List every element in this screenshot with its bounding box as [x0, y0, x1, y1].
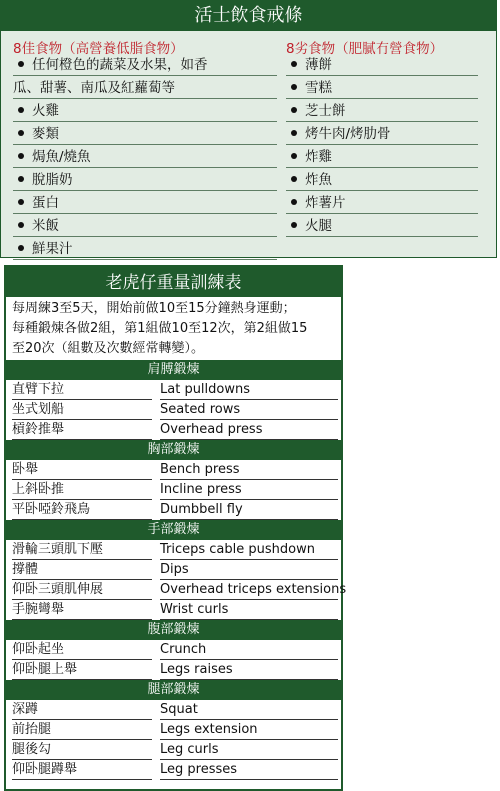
bad-food-item [286, 169, 478, 191]
good-food-item [13, 77, 277, 99]
exercise-name-en: Incline press [160, 480, 338, 500]
bullet-icon [18, 199, 24, 205]
exercise-row [12, 480, 338, 500]
exercise-row [12, 540, 338, 560]
exercise-name-en: Overhead press [160, 420, 338, 440]
bullet-icon [18, 61, 24, 67]
bullet-icon [291, 222, 297, 228]
good-foods-heading: 8佳食物（高營養低脂食物） [13, 41, 184, 57]
exercise-name-en: Dumbbell fly [160, 500, 338, 520]
good-food-item [13, 146, 277, 168]
good-food-item [13, 192, 277, 214]
bullet-icon [291, 107, 297, 113]
bad-food-item [286, 77, 478, 99]
section-header: 腹部鍛煉 [6, 620, 341, 640]
exercise-name-zh: 坐式划船 [12, 400, 152, 420]
exercise-row [12, 640, 338, 660]
bad-foods-heading: 8劣食物（肥膩冇營食物） [286, 41, 444, 57]
bullet-icon [18, 153, 24, 159]
bad-food-item-label: 炸薯片 [305, 195, 346, 211]
good-food-item [13, 238, 277, 260]
exercise-name-en: Triceps cable pushdown [160, 540, 338, 560]
bullet-icon [18, 107, 24, 113]
exercise-name-en: Wrist curls [160, 600, 338, 620]
section-header: 腿部鍛煉 [6, 680, 341, 700]
exercise-name-en: Lat pulldowns [160, 380, 338, 400]
exercise-row [12, 380, 338, 400]
training-table-title: 老虎仔重量訓練表 [6, 267, 341, 297]
exercise-row [12, 760, 338, 780]
exercise-name-zh: 卧舉 [12, 460, 152, 480]
bad-food-item-label: 芝士餅 [305, 103, 346, 119]
exercise-name-zh: 槓鈴推舉 [12, 420, 152, 440]
exercise-row [12, 500, 338, 520]
exercise-row [12, 660, 338, 680]
bullet-icon [291, 61, 297, 67]
bullet-icon [291, 176, 297, 182]
bad-food-item-label: 烤牛肉/烤肋骨 [305, 126, 391, 142]
bad-food-item-label: 薄餅 [305, 57, 332, 73]
good-food-item-label: 焗魚/燒魚 [32, 149, 91, 165]
exercise-name-en: Leg presses [160, 760, 338, 780]
bad-food-item [286, 123, 478, 145]
good-food-item [13, 169, 277, 191]
exercise-name-en: Leg curls [160, 740, 338, 760]
bad-food-item [286, 100, 478, 122]
exercise-row [12, 460, 338, 480]
bad-food-item [286, 146, 478, 168]
good-food-item [13, 215, 277, 237]
exercise-name-en: Overhead triceps extensions [160, 580, 338, 600]
exercise-name-en: Crunch [160, 640, 338, 660]
bullet-icon [18, 245, 24, 251]
good-food-item-label: 蛋白 [32, 195, 59, 211]
bullet-icon [291, 84, 297, 90]
good-food-item-label: 米飯 [32, 218, 59, 234]
exercise-name-zh: 滑輪三頭肌下壓 [12, 540, 152, 560]
bullet-icon [18, 222, 24, 228]
exercise-name-en: Squat [160, 700, 338, 720]
exercise-row [12, 420, 338, 440]
exercise-row [12, 600, 338, 620]
exercise-name-en: Legs extension [160, 720, 338, 740]
good-food-item-label: 鮮果汁 [32, 241, 73, 257]
exercise-row [12, 740, 338, 760]
exercise-name-en: Bench press [160, 460, 338, 480]
exercise-name-zh: 直臂下拉 [12, 380, 152, 400]
exercise-name-zh: 腿後勾 [12, 740, 152, 760]
bad-food-item [286, 54, 478, 76]
bad-food-item [286, 192, 478, 214]
diet-rules-title: 活士飲食戒條 [1, 1, 496, 31]
exercise-name-en: Dips [160, 560, 338, 580]
section-header: 胸部鍛煉 [6, 440, 341, 460]
exercise-row [12, 720, 338, 740]
section-header: 肩膊鍛煉 [6, 360, 341, 380]
exercise-row [12, 400, 338, 420]
bad-food-item-label: 火腿 [305, 218, 332, 234]
good-food-item [13, 123, 277, 145]
good-food-item [13, 100, 277, 122]
intro-line: 每種鍛煉各做2組，第1組做10至12次，第2組做15 [12, 321, 308, 336]
bullet-icon [291, 199, 297, 205]
exercise-name-en: Legs raises [160, 660, 338, 680]
exercise-name-zh: 上斜卧推 [12, 480, 152, 500]
exercise-name-zh: 撐體 [12, 560, 152, 580]
intro-line: 每周練3至5天，開始前做10至15分鐘熱身運動； [12, 301, 296, 316]
good-food-item-label: 瓜、甜薯、南瓜及紅蘿蔔等 [13, 80, 175, 96]
exercise-name-zh: 仰卧腿蹲舉 [12, 760, 152, 780]
exercise-row [12, 560, 338, 580]
exercise-name-zh: 仰卧起坐 [12, 640, 152, 660]
exercise-row [12, 580, 347, 600]
training-table-box [4, 265, 347, 791]
bullet-icon [18, 130, 24, 136]
bad-food-item [286, 215, 478, 237]
bullet-icon [291, 130, 297, 136]
exercise-name-zh: 平卧啞鈴飛鳥 [12, 500, 152, 520]
good-food-item-label: 任何橙色的蔬菜及水果，如香 [32, 57, 208, 73]
diet-rules-box [0, 0, 497, 258]
exercise-name-zh: 深蹲 [12, 700, 152, 720]
exercise-row [12, 700, 338, 720]
bad-food-item-label: 炸魚 [305, 172, 332, 188]
bullet-icon [18, 176, 24, 182]
good-food-item-label: 麥類 [32, 126, 59, 142]
good-food-item-label: 火雞 [32, 103, 59, 119]
bullet-icon [291, 153, 297, 159]
exercise-name-zh: 手腕彎舉 [12, 600, 152, 620]
exercise-name-en: Seated rows [160, 400, 338, 420]
bad-food-item-label: 雪糕 [305, 80, 332, 96]
intro-line: 至20次（組數及次數經常轉變）。 [12, 341, 205, 356]
good-food-item [13, 54, 277, 76]
exercise-name-zh: 仰卧腿上舉 [12, 660, 152, 680]
exercise-name-zh: 前抬腿 [12, 720, 152, 740]
exercise-name-zh: 仰卧三頭肌伸展 [12, 580, 152, 600]
good-food-item-label: 脫脂奶 [32, 172, 73, 188]
section-header: 手部鍛煉 [6, 520, 341, 540]
bad-food-item-label: 炸雞 [305, 149, 332, 165]
